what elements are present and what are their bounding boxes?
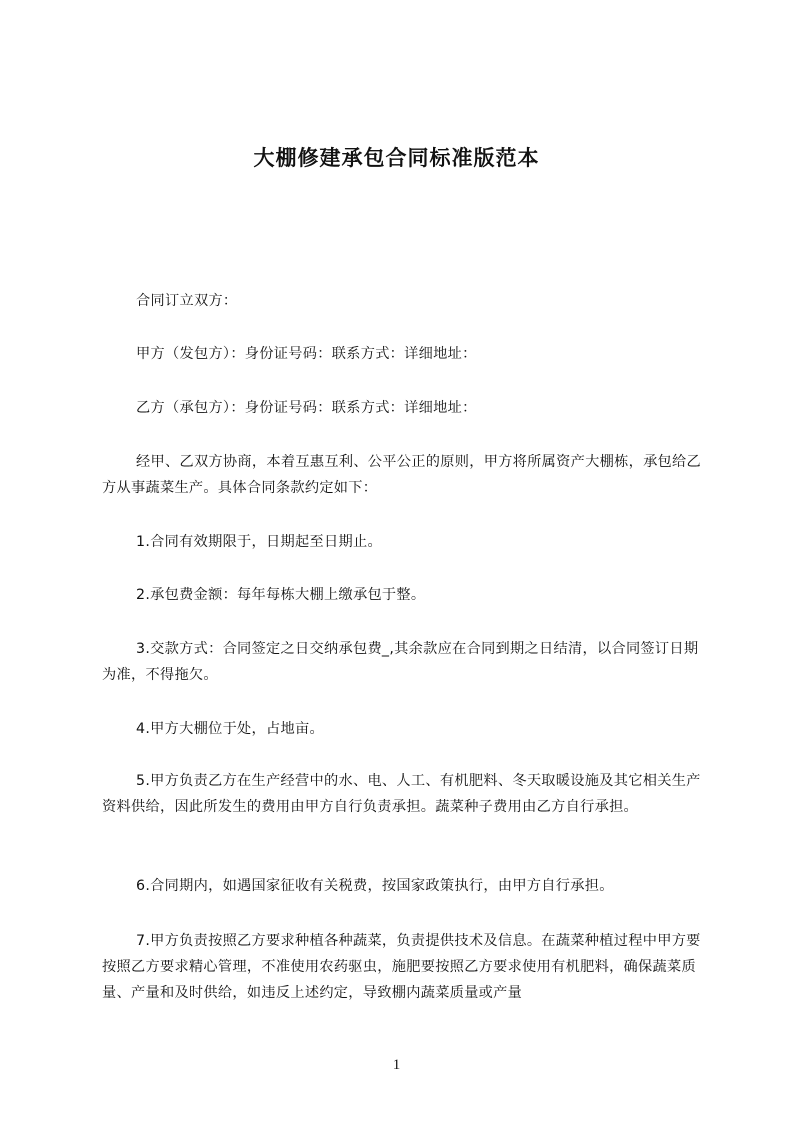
clause-6: 6.合同期内，如遇国家征收有关税费，按国家政策执行，由甲方自行承担。 (136, 878, 614, 894)
paragraph-party-a: 甲方（发包方）：身份证号码：联系方式：详细地址： (136, 346, 477, 362)
paragraph-parties: 合同订立双方： (136, 293, 238, 309)
clause-4: 4.甲方大棚位于处，占地亩。 (136, 721, 324, 737)
paragraph-party-b: 乙方（承包方）：身份证号码：联系方式：详细地址： (136, 400, 477, 416)
paragraph-preamble: 经甲、乙双方协商，本着互惠互利、公平公正的原则，甲方将所属资产大棚栋，承包给乙方从事蔬菜生产。具体合同条款约定如下： (102, 454, 702, 496)
clause-2: 2.承包费金额：每年每栋大棚上缴承包于整。 (136, 587, 426, 603)
document-title: 大棚修建承包合同标准版范本 (253, 146, 540, 170)
page-number: 1 (392, 1057, 401, 1073)
clause-7: 7.甲方负责按照乙方要求种植各种蔬菜，负责提供技术及信息。在蔬菜种植过程中甲方要按照乙方要求精心管理，不准使用农药驱虫，施肥要按照乙方要求使用有机肥料，确保蔬菜质量、产量和及时供给，如违反上述约定，导致棚内蔬菜质量或产量 (102, 933, 701, 1001)
clause-3: 3.交款方式：合同签定之日交纳承包费_,其余款应在合同到期之日结清，以合同签订日期为准，不得拖欠。 (102, 641, 699, 683)
clause-5: 5.甲方负责乙方在生产经营中的水、电、人工、有机肥料、冬天取暖设施及其它相关生产资料供给，因此所发生的费用由甲方自行负责承担。蔬菜种子费用由乙方自行承担。 (102, 773, 701, 815)
clause-1: 1.合同有效期限于，日期起至日期止。 (136, 534, 382, 550)
